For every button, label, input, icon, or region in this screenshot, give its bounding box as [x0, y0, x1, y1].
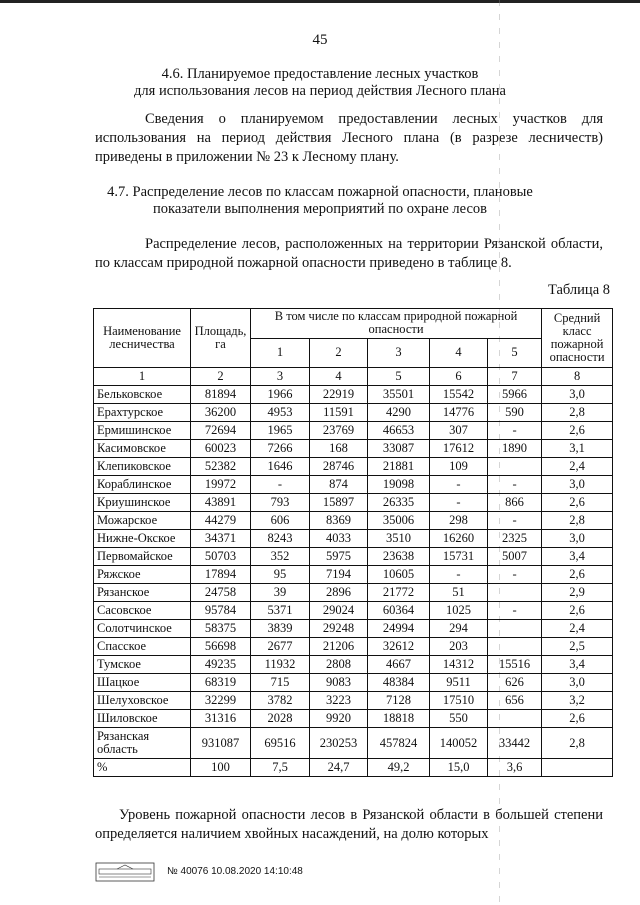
- cell-name: %: [94, 759, 191, 777]
- page-number: 45: [312, 32, 328, 48]
- cell-c1: -: [251, 476, 310, 494]
- cell-c5: 5007: [488, 548, 542, 566]
- cell-c4: 17510: [430, 692, 488, 710]
- cell-c4: -: [430, 494, 488, 512]
- cell-c5: [488, 458, 542, 476]
- table-caption: Таблица 8: [547, 282, 610, 298]
- cell-area: 56698: [191, 638, 251, 656]
- section-4-7-heading-line1: 4.7. Распределение лесов по классам пожарной опасности, плановые: [107, 184, 533, 200]
- cell-area: 44279: [191, 512, 251, 530]
- cell-c4: 51: [430, 584, 488, 602]
- cell-c2: 29024: [310, 602, 368, 620]
- cell-area: 31316: [191, 710, 251, 728]
- table-row: [94, 404, 613, 422]
- registry-stamp-icon: [95, 862, 155, 882]
- cell-c1: 715: [251, 674, 310, 692]
- table-row: [94, 674, 613, 692]
- cell-name: Нижне-Окское: [94, 530, 191, 548]
- cell-name: Ермишинское: [94, 422, 191, 440]
- class-number: 4: [430, 338, 488, 368]
- cell-name: Шелуховское: [94, 692, 191, 710]
- cell-c4: 140052: [430, 728, 488, 759]
- cell-c3: 3510: [368, 530, 430, 548]
- cell-c5: -: [488, 512, 542, 530]
- cell-c4: 9511: [430, 674, 488, 692]
- cell-c1: 352: [251, 548, 310, 566]
- table-row: [94, 602, 613, 620]
- cell-avg: 3,2: [542, 692, 613, 710]
- section-4-6-heading-line2: для использования лесов на период действия Лесного плана: [134, 83, 506, 99]
- table-row: [94, 584, 613, 602]
- cell-name: Солотчинское: [94, 620, 191, 638]
- cell-c5: 2325: [488, 530, 542, 548]
- cell-name: Первомайское: [94, 548, 191, 566]
- cell-c2: 23769: [310, 422, 368, 440]
- fire-danger-table: [93, 308, 613, 777]
- cell-c2: 21206: [310, 638, 368, 656]
- header-name: Наименование лесничества: [94, 309, 191, 368]
- cell-c4: 16260: [430, 530, 488, 548]
- cell-area: 931087: [191, 728, 251, 759]
- cell-avg: 3,1: [542, 440, 613, 458]
- cell-c2: 5975: [310, 548, 368, 566]
- cell-area: 17894: [191, 566, 251, 584]
- cell-c1: 69516: [251, 728, 310, 759]
- cell-name: Шиловское: [94, 710, 191, 728]
- cell-avg: 3,0: [542, 386, 613, 404]
- cell-area: 100: [191, 759, 251, 777]
- cell-c4: 109: [430, 458, 488, 476]
- cell-avg: 2,8: [542, 728, 613, 759]
- cell-c5: -: [488, 476, 542, 494]
- cell-c2: 168: [310, 440, 368, 458]
- cell-c1: 2028: [251, 710, 310, 728]
- cell-c3: 35006: [368, 512, 430, 530]
- cell-c1: 793: [251, 494, 310, 512]
- cell-c4: -: [430, 566, 488, 584]
- cell-c2: 15897: [310, 494, 368, 512]
- table-row: [94, 512, 613, 530]
- cell-name: Кораблинское: [94, 476, 191, 494]
- cell-avg: 2,5: [542, 638, 613, 656]
- cell-c5: -: [488, 422, 542, 440]
- table-row: [94, 638, 613, 656]
- cell-c2: 24,7: [310, 759, 368, 777]
- document-registration-number: № 40076 10.08.2020 14:10:48: [167, 866, 303, 877]
- cell-c3: 4667: [368, 656, 430, 674]
- cell-avg: 2,4: [542, 620, 613, 638]
- cell-c2: 4033: [310, 530, 368, 548]
- header-avg-class: Средний класс пожарной опасности: [542, 309, 613, 368]
- cell-c3: 33087: [368, 440, 430, 458]
- table-row: [94, 458, 613, 476]
- cell-area: 19972: [191, 476, 251, 494]
- column-number: 2: [191, 368, 251, 386]
- table-row: [94, 422, 613, 440]
- cell-c2: 22919: [310, 386, 368, 404]
- cell-c4: 307: [430, 422, 488, 440]
- cell-avg: 3,0: [542, 674, 613, 692]
- cell-name: Бельковское: [94, 386, 191, 404]
- cell-c2: 230253: [310, 728, 368, 759]
- cell-name: Можарское: [94, 512, 191, 530]
- table-row: [94, 494, 613, 512]
- header-classes-group: В том числе по классам природной пожарной опасности: [251, 309, 542, 339]
- cell-avg: 2,6: [542, 566, 613, 584]
- cell-c1: 7,5: [251, 759, 310, 777]
- cell-area: 36200: [191, 404, 251, 422]
- cell-avg: 3,4: [542, 656, 613, 674]
- table-total-row: [94, 728, 613, 759]
- cell-c2: 3223: [310, 692, 368, 710]
- column-number: 5: [368, 368, 430, 386]
- cell-name: Криушинское: [94, 494, 191, 512]
- cell-name: Шацкое: [94, 674, 191, 692]
- cell-c5: [488, 620, 542, 638]
- table-header-row: [94, 309, 613, 339]
- cell-c1: 606: [251, 512, 310, 530]
- cell-c3: 48384: [368, 674, 430, 692]
- cell-area: 32299: [191, 692, 251, 710]
- column-number: 8: [542, 368, 613, 386]
- cell-c3: 46653: [368, 422, 430, 440]
- cell-c4: 14776: [430, 404, 488, 422]
- cell-area: 52382: [191, 458, 251, 476]
- table-row: [94, 440, 613, 458]
- table-row: [94, 710, 613, 728]
- cell-area: 24758: [191, 584, 251, 602]
- cell-c1: 95: [251, 566, 310, 584]
- cell-avg: [542, 759, 613, 777]
- column-number: 6: [430, 368, 488, 386]
- cell-c2: 29248: [310, 620, 368, 638]
- cell-c3: 21881: [368, 458, 430, 476]
- class-number: 5: [488, 338, 542, 368]
- cell-c4: 203: [430, 638, 488, 656]
- cell-c4: 15542: [430, 386, 488, 404]
- cell-c5: -: [488, 602, 542, 620]
- column-number: 1: [94, 368, 191, 386]
- header-area: Площадь, га: [191, 309, 251, 368]
- cell-area: 43891: [191, 494, 251, 512]
- cell-c4: 17612: [430, 440, 488, 458]
- cell-c1: 1965: [251, 422, 310, 440]
- cell-avg: 2,6: [542, 494, 613, 512]
- table-row: [94, 620, 613, 638]
- cell-c1: 2677: [251, 638, 310, 656]
- cell-c5: [488, 584, 542, 602]
- column-numbers-row: [94, 368, 613, 386]
- cell-c2: 2896: [310, 584, 368, 602]
- cell-c1: 3839: [251, 620, 310, 638]
- cell-c1: 8243: [251, 530, 310, 548]
- cell-avg: 2,8: [542, 404, 613, 422]
- cell-avg: 3,4: [542, 548, 613, 566]
- cell-area: 49235: [191, 656, 251, 674]
- cell-c3: 23638: [368, 548, 430, 566]
- class-number: 1: [251, 338, 310, 368]
- cell-c5: 626: [488, 674, 542, 692]
- closing-paragraph: Уровень пожарной опасности лесов в Рязанской области в большей степени определяется наличием хвойных насаждений, на долю которых: [95, 807, 603, 842]
- cell-area: 72694: [191, 422, 251, 440]
- cell-area: 34371: [191, 530, 251, 548]
- cell-name: Тумское: [94, 656, 191, 674]
- cell-c2: 8369: [310, 512, 368, 530]
- cell-c4: 14312: [430, 656, 488, 674]
- cell-avg: 2,8: [542, 512, 613, 530]
- cell-c5: 15516: [488, 656, 542, 674]
- cell-avg: 3,0: [542, 530, 613, 548]
- cell-area: 81894: [191, 386, 251, 404]
- cell-c5: 33442: [488, 728, 542, 759]
- cell-c5: -: [488, 566, 542, 584]
- cell-c3: 7128: [368, 692, 430, 710]
- cell-name: Рязанская область: [94, 728, 191, 759]
- table-row: [94, 530, 613, 548]
- cell-c1: 1646: [251, 458, 310, 476]
- section-4-7-heading-line2: показатели выполнения мероприятий по охране лесов: [153, 201, 487, 217]
- cell-c3: 21772: [368, 584, 430, 602]
- section-4-7-paragraph: Распределение лесов, расположенных на территории Рязанской области, по классам природной пожарной опасности приведено в таблице 8.: [95, 236, 603, 271]
- cell-c4: 550: [430, 710, 488, 728]
- cell-name: Клепиковское: [94, 458, 191, 476]
- cell-c3: 35501: [368, 386, 430, 404]
- table-row: [94, 566, 613, 584]
- cell-c3: 18818: [368, 710, 430, 728]
- scan-top-edge: [0, 0, 640, 3]
- cell-c3: 4290: [368, 404, 430, 422]
- column-number: 3: [251, 368, 310, 386]
- cell-c4: 294: [430, 620, 488, 638]
- section-4-6-heading-line1: 4.6. Планируемое предоставление лесных участков: [161, 66, 479, 82]
- cell-c1: 4953: [251, 404, 310, 422]
- cell-c3: 10605: [368, 566, 430, 584]
- table-row: [94, 548, 613, 566]
- cell-c5: 656: [488, 692, 542, 710]
- cell-c4: 15,0: [430, 759, 488, 777]
- cell-name: Сасовское: [94, 602, 191, 620]
- cell-c3: 457824: [368, 728, 430, 759]
- column-number: 4: [310, 368, 368, 386]
- cell-c5: [488, 710, 542, 728]
- cell-name: Касимовское: [94, 440, 191, 458]
- column-number: 7: [488, 368, 542, 386]
- cell-name: Рязанское: [94, 584, 191, 602]
- class-number: 2: [310, 338, 368, 368]
- cell-c5: 3,6: [488, 759, 542, 777]
- cell-c5: 866: [488, 494, 542, 512]
- cell-area: 95784: [191, 602, 251, 620]
- cell-area: 58375: [191, 620, 251, 638]
- table-row: [94, 656, 613, 674]
- cell-avg: 2,4: [542, 458, 613, 476]
- cell-c5: 1890: [488, 440, 542, 458]
- class-number: 3: [368, 338, 430, 368]
- cell-name: Ерахтурское: [94, 404, 191, 422]
- cell-avg: 3,0: [542, 476, 613, 494]
- cell-c2: 874: [310, 476, 368, 494]
- table-percent-row: [94, 759, 613, 777]
- cell-c2: 11591: [310, 404, 368, 422]
- cell-c4: 15731: [430, 548, 488, 566]
- cell-c2: 28746: [310, 458, 368, 476]
- cell-name: Спасское: [94, 638, 191, 656]
- cell-c3: 26335: [368, 494, 430, 512]
- cell-c4: 1025: [430, 602, 488, 620]
- cell-c2: 9083: [310, 674, 368, 692]
- cell-c4: -: [430, 476, 488, 494]
- table-row: [94, 476, 613, 494]
- cell-c3: 32612: [368, 638, 430, 656]
- table-row: [94, 386, 613, 404]
- cell-c5: [488, 638, 542, 656]
- cell-c2: 7194: [310, 566, 368, 584]
- cell-avg: 2,6: [542, 602, 613, 620]
- cell-c3: 49,2: [368, 759, 430, 777]
- cell-avg: 2,6: [542, 710, 613, 728]
- section-4-6-paragraph: Сведения о планируемом предоставлении лесных участков для использования на период действия Лесного плана (в разрезе лесничеств) приведены в приложении № 23 к Лесному плану.: [95, 111, 603, 165]
- cell-avg: 2,9: [542, 584, 613, 602]
- cell-c1: 11932: [251, 656, 310, 674]
- cell-c1: 39: [251, 584, 310, 602]
- cell-c3: 19098: [368, 476, 430, 494]
- cell-c4: 298: [430, 512, 488, 530]
- table-row: [94, 692, 613, 710]
- cell-name: Ряжское: [94, 566, 191, 584]
- cell-c3: 24994: [368, 620, 430, 638]
- cell-c5: 590: [488, 404, 542, 422]
- cell-c2: 2808: [310, 656, 368, 674]
- cell-area: 50703: [191, 548, 251, 566]
- cell-c2: 9920: [310, 710, 368, 728]
- cell-c5: 5966: [488, 386, 542, 404]
- cell-area: 60023: [191, 440, 251, 458]
- cell-c1: 5371: [251, 602, 310, 620]
- cell-c1: 7266: [251, 440, 310, 458]
- cell-area: 68319: [191, 674, 251, 692]
- cell-c1: 1966: [251, 386, 310, 404]
- cell-c1: 3782: [251, 692, 310, 710]
- cell-c3: 60364: [368, 602, 430, 620]
- cell-avg: 2,6: [542, 422, 613, 440]
